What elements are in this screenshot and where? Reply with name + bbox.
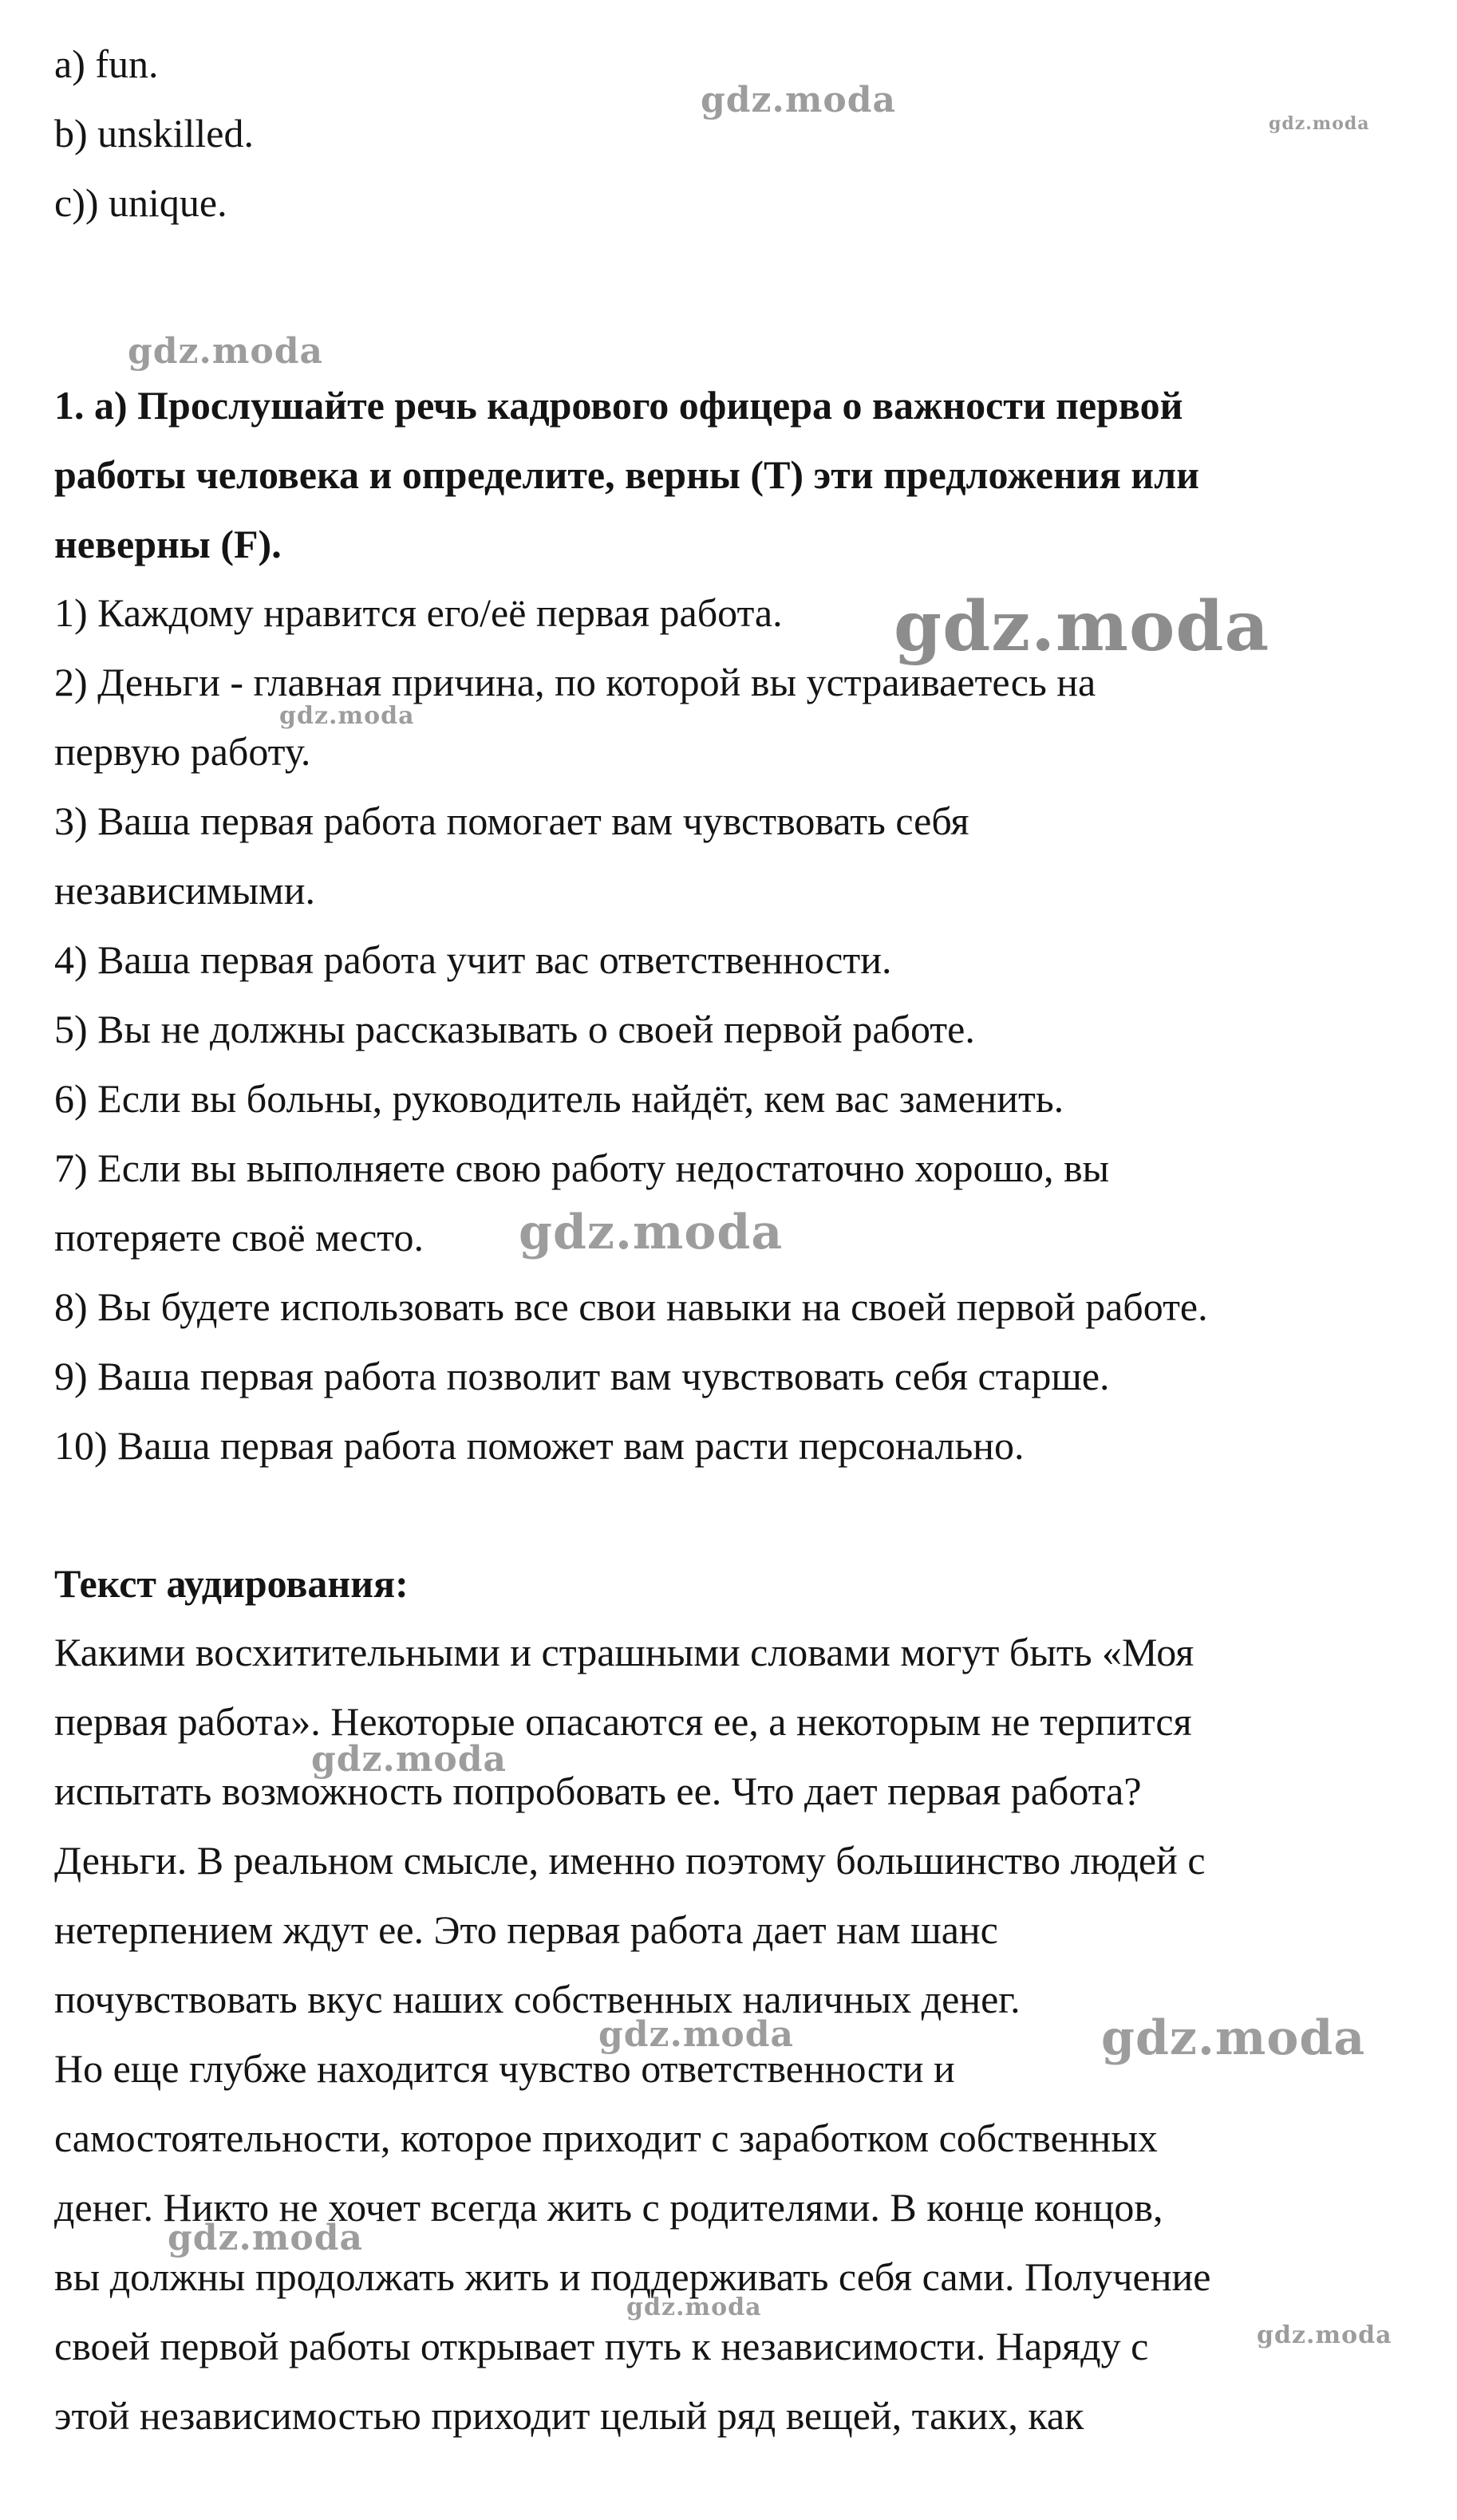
listening-heading: Текст аудирования: <box>54 1561 409 1606</box>
watermark: gdz.moda <box>311 1739 507 1780</box>
listening-line: Деньги. В реальном смысле, именно поэтому большинство людей с <box>54 1838 1206 1883</box>
option-a: a) fun. <box>54 41 159 86</box>
statement-line: 6) Если вы больны, руководитель найдёт, кем вас заменить. <box>54 1076 1064 1121</box>
watermark: gdz.moda <box>279 702 415 730</box>
task-title-line: работы человека и определите, верны (T) эти предложения или <box>54 452 1199 497</box>
watermark: gdz.moda <box>1101 2010 1366 2066</box>
watermark: gdz.moda <box>128 331 324 372</box>
task-title-line: неверны (F). <box>54 522 282 566</box>
watermark: gdz.moda <box>894 586 1270 667</box>
watermark: gdz.moda <box>626 2293 762 2321</box>
statement-line: независимыми. <box>54 868 315 913</box>
watermark: gdz.moda <box>1269 113 1370 134</box>
listening-line: испытать возможность попробовать ее. Что дает первая работа? <box>54 1769 1142 1813</box>
statement-line: первую работу. <box>54 729 311 774</box>
watermark: gdz.moda <box>168 2218 364 2258</box>
statement-line: 5) Вы не должны рассказывать о своей первой работе. <box>54 1007 975 1051</box>
statement-line: 9) Ваша первая работа позволит вам чувствовать себя старше. <box>54 1354 1110 1398</box>
watermark: gdz.moda <box>701 80 897 120</box>
option-b: b) unskilled. <box>54 111 254 156</box>
statement-line: 10) Ваша первая работа поможет вам расти персонально. <box>54 1423 1025 1468</box>
watermark: gdz.moda <box>598 2014 795 2055</box>
task-title-line: 1. a) Прослушайте речь кадрового офицера о важности первой <box>54 383 1183 428</box>
watermark: gdz.moda <box>1257 2321 1392 2349</box>
listening-line: самостоятельности, которое приходит с заработком собственных <box>54 2116 1158 2160</box>
statement-line: 2) Деньги - главная причина, по которой вы устраиваетесь на <box>54 660 1096 704</box>
listening-line: Но еще глубже находится чувство ответственности и <box>54 2046 955 2091</box>
listening-line: этой независимостью приходит целый ряд вещей, таких, как <box>54 2393 1084 2438</box>
statement-line: потеряете своё место. <box>54 1215 424 1260</box>
listening-line: вы должны продолжать жить и поддерживать себя сами. Получение <box>54 2254 1211 2299</box>
statement-line: 8) Вы будете использовать все свои навыки на своей первой работе. <box>54 1284 1208 1329</box>
statement-line: 4) Ваша первая работа учит вас ответственности. <box>54 937 892 982</box>
listening-line: Какими восхитительными и страшными словами могут быть «Моя <box>54 1630 1194 1674</box>
listening-line: своей первой работы открывает путь к независимости. Наряду с <box>54 2324 1149 2368</box>
listening-line: первая работа». Некоторые опасаются ее, а некоторым не терпится <box>54 1699 1192 1744</box>
statement-line: 3) Ваша первая работа помогает вам чувствовать себя <box>54 799 969 843</box>
statement-line: 1) Каждому нравится его/её первая работа. <box>54 590 783 635</box>
listening-line: почувствовать вкус наших собственных наличных денег. <box>54 1977 1021 2021</box>
option-c: c)) unique. <box>54 180 227 225</box>
listening-line: нетерпением ждут ее. Это первая работа дает нам шанс <box>54 1907 998 1952</box>
listening-line: денег. Никто не хочет всегда жить с родителями. В конце концов, <box>54 2185 1163 2230</box>
statement-line: 7) Если вы выполняете свою работу недостаточно хорошо, вы <box>54 1146 1110 1190</box>
watermark: gdz.moda <box>519 1205 784 1260</box>
